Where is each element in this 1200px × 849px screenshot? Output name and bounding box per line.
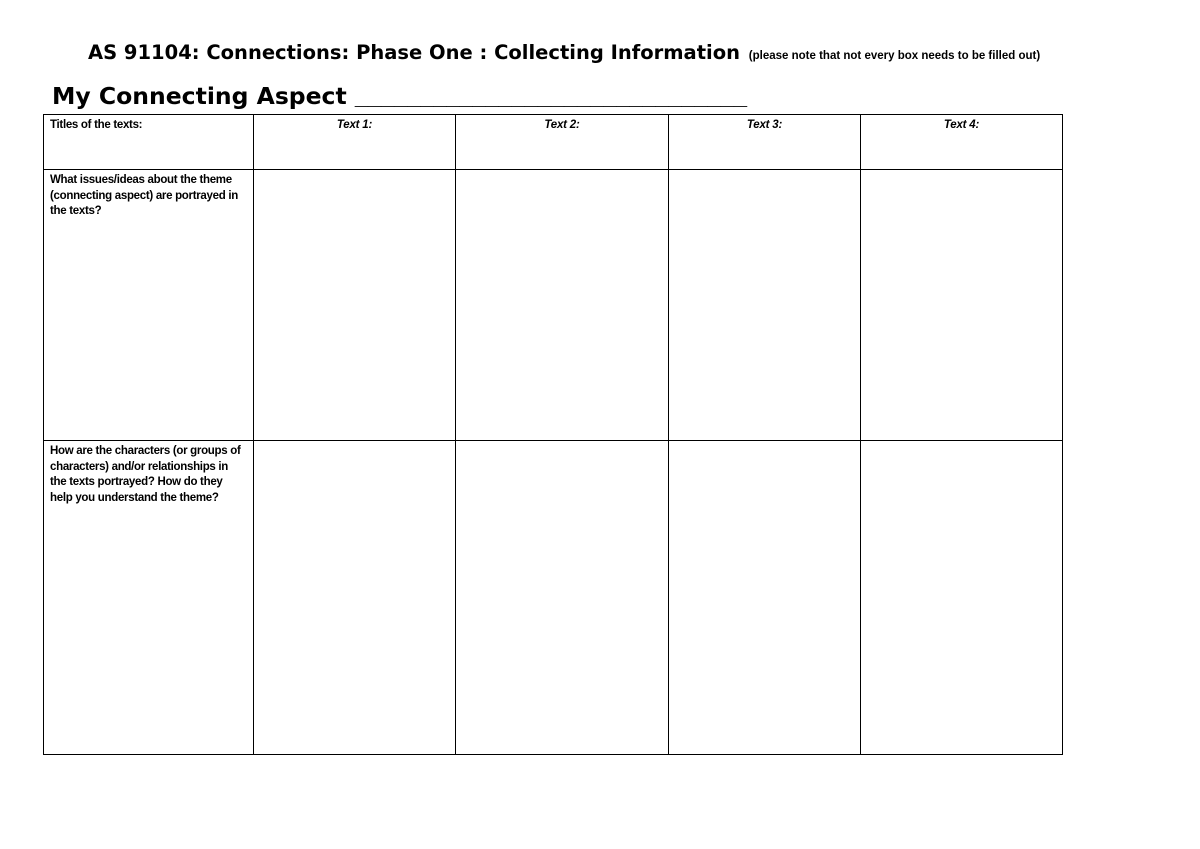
worksheet-title (88, 40, 1040, 69)
text-3-header[interactable]: Text 3: (669, 115, 861, 170)
issues-text-4-cell[interactable] (861, 170, 1063, 441)
connecting-aspect-blank[interactable]: ______________________________ (354, 83, 748, 109)
issues-text-3-cell[interactable] (669, 170, 861, 441)
table-row (44, 170, 1063, 441)
table-row (44, 441, 1063, 755)
connecting-aspect-label: My Connecting Aspect (52, 82, 347, 110)
text-2-header[interactable]: Text 2: (456, 115, 669, 170)
characters-question: How are the characters (or groups of characters) and/or relationships in the texts portrayed? How do they help you understand the theme? (44, 441, 254, 755)
connecting-aspect-line (52, 81, 747, 111)
collection-table (43, 114, 1063, 755)
title-note: (please note that not every box needs to be filled out) (748, 50, 1041, 62)
titles-label-cell: Titles of the texts: (44, 115, 254, 170)
characters-text-4-cell[interactable] (861, 441, 1063, 755)
issues-text-2-cell[interactable] (456, 170, 669, 441)
issues-ideas-question: What issues/ideas about the theme (connecting aspect) are portrayed in the texts? (44, 170, 254, 441)
text-1-header[interactable]: Text 1: (254, 115, 456, 170)
issues-text-1-cell[interactable] (254, 170, 456, 441)
characters-text-3-cell[interactable] (669, 441, 861, 755)
table-header-row (44, 115, 1063, 170)
characters-text-1-cell[interactable] (254, 441, 456, 755)
title-text: AS 91104: Connections: Phase One : Collecting Information (88, 41, 740, 64)
characters-text-2-cell[interactable] (456, 441, 669, 755)
text-4-header[interactable]: Text 4: (861, 115, 1063, 170)
